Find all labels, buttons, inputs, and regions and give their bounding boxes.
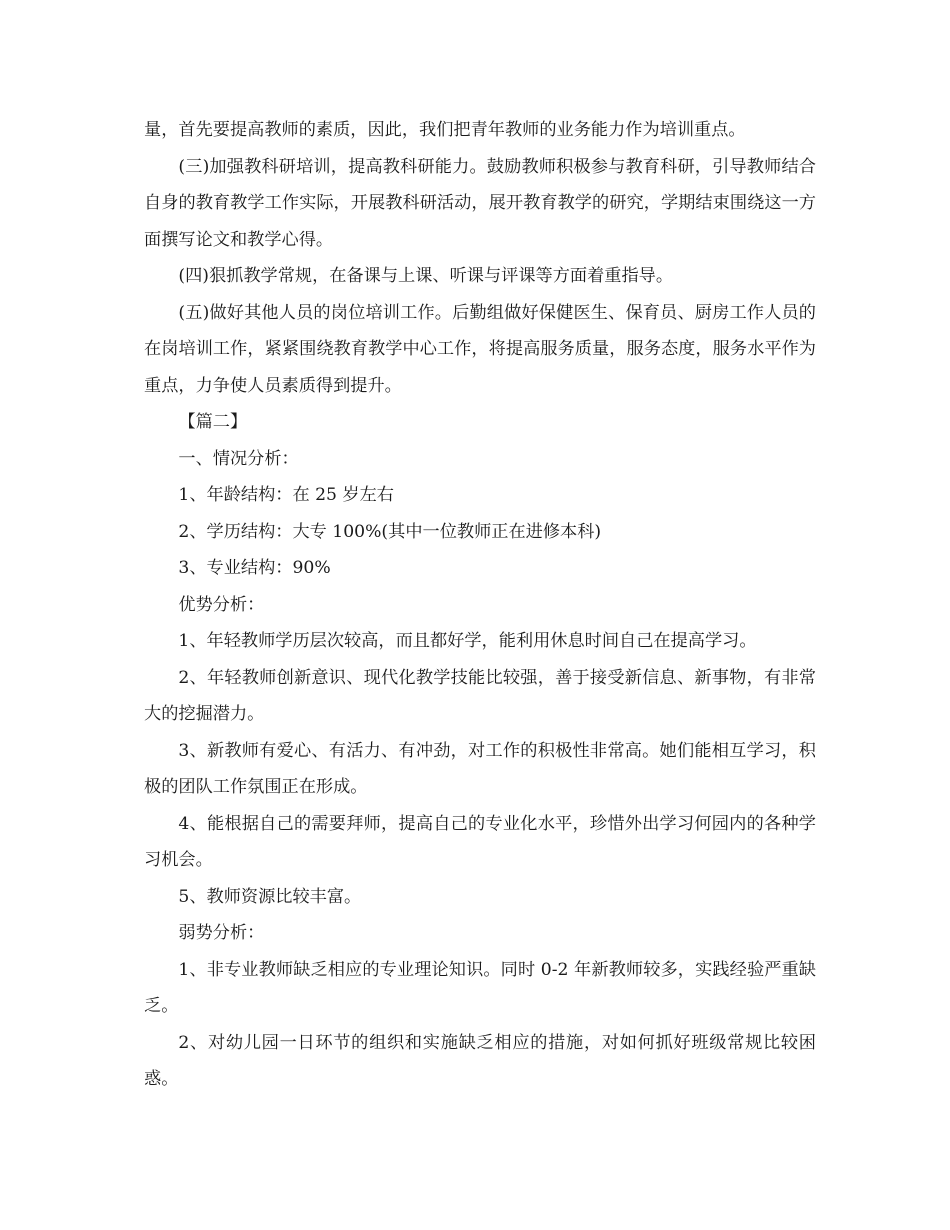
paragraph-continuation: 量，首先要提高教师的素质，因此，我们把青年教师的业务能力作为培训重点。 xyxy=(144,120,746,140)
list-item-strength-4: 4、能根据自己的需要拜师，提高自己的专业化水平，珍惜外出学习何园内的各种学习机会。 xyxy=(144,813,816,870)
list-item-strength-2: 2、年轻教师创新意识、现代化教学技能比较强，善于接受新信息、新事物，有非常大的挖掘潜力。 xyxy=(144,667,816,724)
list-item-weakness-2: 2、对幼儿园一日环节的组织和实施缺乏相应的措施，对如何抓好班级常规比较困惑。 xyxy=(144,1032,816,1089)
list-item-education-structure: 2、学历结构：大专 100%(其中一位教师正在进修本科) xyxy=(178,521,602,542)
subheading-strengths: 优势分析： xyxy=(178,594,265,615)
list-item-weakness-1: 1、非专业教师缺乏相应的专业理论知识。同时 0-2 年新教师较多，实践经验严重缺乏。 xyxy=(144,959,816,1016)
list-item-major-structure: 3、专业结构：90% xyxy=(178,558,331,578)
document-body xyxy=(144,112,816,1098)
paragraph-teaching-routine: (四)狠抓教学常规，在备课与上课、听课与评课等方面着重指导。 xyxy=(178,266,674,286)
subheading-weaknesses: 弱势分析： xyxy=(178,923,265,943)
list-item-age-structure: 1、年龄结构：在 25 岁左右 xyxy=(178,485,394,505)
paragraph-research-training: (三)加强教科研培训，提高教科研能力。鼓励教师积极参与教育科研，引导教师结合自身的教育教学工作实际，开展教科研活动，展开教育教学的研究，学期结束围绕这一方面撰写论文和教学心得。 xyxy=(144,156,816,250)
list-item-strength-3: 3、新教师有爱心、有活力、有冲劲，对工作的积极性非常高。她们能相互学习，积极的团队工作氛围正在形成。 xyxy=(144,740,816,797)
paragraph-staff-training: (五)做好其他人员的岗位培训工作。后勤组做好保健医生、保育员、厨房工作人员的在岗培训工作，紧紧围绕教育教学中心工作，将提高服务质量，服务态度，服务水平作为重点，力争使人员素质得到提升。 xyxy=(144,302,816,396)
list-item-strength-1: 1、年轻教师学历层次较高，而且都好学，能利用休息时间自己在提高学习。 xyxy=(178,631,757,651)
list-item-strength-5: 5、教师资源比较丰富。 xyxy=(178,886,362,907)
section-heading-part-two: 【篇二】 xyxy=(178,412,248,432)
subheading-situation-analysis: 一、情况分析： xyxy=(178,448,299,469)
